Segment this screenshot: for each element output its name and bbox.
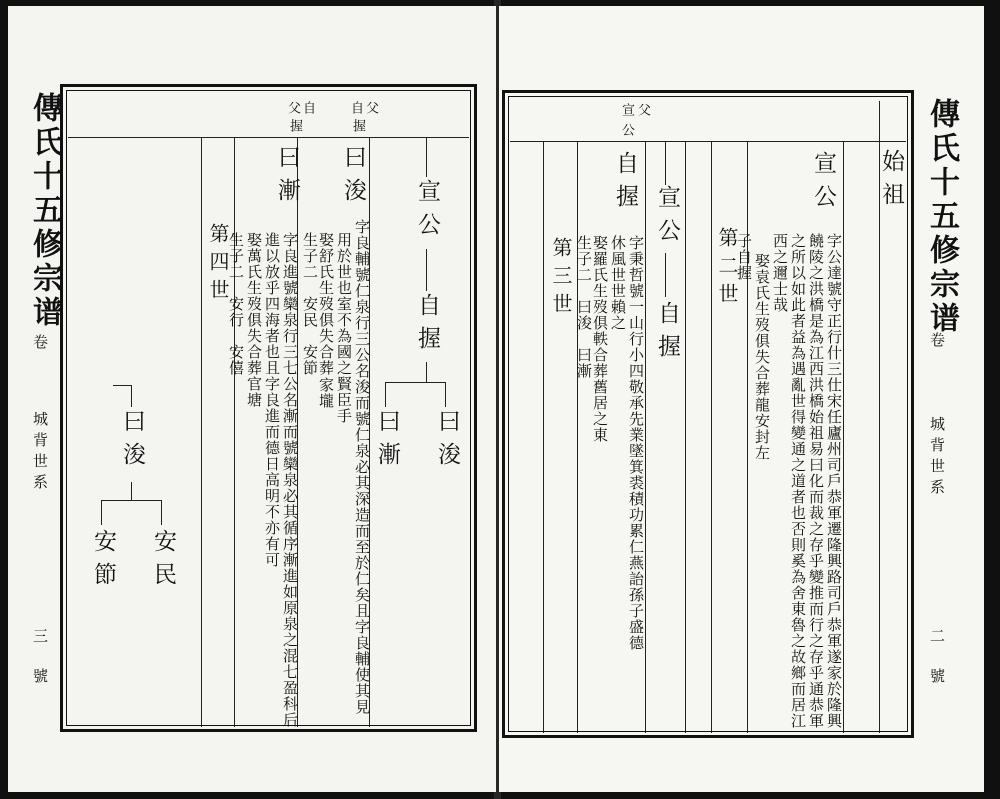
person-name: 宣公 [810,151,836,217]
tree-root: 宣公 [654,185,680,251]
person-bio: 休風世世賴之 [609,235,627,331]
person-bio: 娶羅氏生歿俱軼合葬舊居之東 [591,235,609,443]
top-note: 握 [287,119,302,132]
tree-line [161,500,162,525]
sub-tree-child: 安節 [90,529,116,595]
column-rule [711,141,712,733]
section-label: 城背世系 [31,411,49,495]
person-bio: 娶舒氏生歿俱失合葬 [317,232,335,376]
person-bio: 用於世也室不為國之賢臣手 [335,232,353,424]
person-bio: 字良輔號仁泉行三公名浚而號仁泉必其深造而至於仁矣且字良輔使其見 [353,219,371,715]
generation-label: 第二世 [715,227,739,311]
tree-line [385,382,445,383]
tree-child: 自握 [414,293,440,359]
tree-line [101,500,161,501]
volume-label: 卷 [928,332,946,353]
person-bio: 生子二 曰浚 曰漸 [575,235,593,379]
sub-tree-child: 安民 [150,529,176,595]
top-note: 父 [635,103,650,116]
burial-place: 家壠 [317,377,335,409]
content-frame [502,90,914,738]
column-rule [645,141,646,733]
top-note: 宣 [619,103,634,116]
column-rule [747,141,748,733]
page-number: 三 [31,628,49,649]
header-rule [510,141,906,142]
tree-line [385,382,386,407]
column-rule [577,141,578,733]
section-label: 城背世系 [928,416,946,500]
tree-line [101,500,102,525]
top-note: 公 [619,123,634,136]
top-note: 父 [285,101,300,114]
page-number: 二 [928,628,946,649]
person-bio: 字秉哲號一山行小四敬承先業墜箕裘積功累仁燕詒孫子盛德 [627,235,645,651]
person-name: 曰浚 [340,145,366,211]
sub-tree-root: 曰浚 [119,409,145,475]
tree-line [426,362,427,382]
top-note: 自 [348,101,363,114]
tree-grandchild: 曰漸 [374,409,400,475]
volume-label: 卷 [31,334,49,355]
content-frame [60,84,477,732]
tree-line [113,385,131,386]
person-bio: 字公達號守正行什三仕宋任廬州司戶恭軍遷隆興路司戶恭軍遂家於隆興 [825,233,843,729]
column-rule [685,141,686,733]
generation-label: 第三世 [549,237,573,321]
person-bio: 字良進號欒泉行三七公名漸而號欒泉必其循序漸進如原泉之混七盈科后 [281,232,299,728]
person-bio: 饒陵之洪橋是為江西洪橋始祖易曰化而裁之存乎變推而行之存乎通恭軍 [807,233,825,729]
person-name: 自握 [612,151,638,217]
column-rule [843,141,844,733]
top-note: 握 [350,119,365,132]
person-bio: 娶萬氏生歿俱失合葬官塘 [245,232,263,408]
tree-line [426,137,427,177]
tree-root: 宣公 [414,179,440,245]
top-note: 自 [300,101,315,114]
genealogy-title: 傳氏十五修宗谱 [27,92,62,330]
generation-label: 第四世 [206,223,230,307]
tree-line [445,382,446,407]
tree-line [426,249,427,291]
left-page [8,6,496,792]
page-suffix: 號 [31,668,49,689]
tree-line [665,141,666,185]
genealogy-title: 傳氏十五修宗谱 [924,98,959,336]
column-rule [543,141,544,733]
column-rule [201,137,202,727]
person-bio: 進以放乎四海者也且字良進而德日高明不亦有可 [263,232,281,568]
tree-line [131,482,132,500]
tree-line [131,385,132,407]
person-bio: 之所以如此者益為遇亂世得變通之道者也否則奚為舍東魯之故鄉而居江 [789,233,807,729]
person-bio: 西之邇士哉 [771,233,789,313]
column-rule [234,137,235,727]
person-bio: 子自握 [735,233,753,281]
person-bio: 生子二 安民 安節 [301,232,319,376]
person-bio: 娶袁氏生歿俱失合葬龍安封左 [753,253,771,461]
tree-child: 自握 [654,301,680,367]
person-name: 曰漸 [274,145,300,211]
person-bio: 生子二 安行 安僖 [227,232,245,376]
right-page [499,6,984,792]
tree-grandchild: 曰浚 [434,409,460,475]
top-note: 父 [363,101,378,114]
tree-line [665,253,666,297]
header-rule [68,137,469,138]
page-suffix: 號 [928,668,946,689]
founder-label: 始祖 [878,149,904,215]
